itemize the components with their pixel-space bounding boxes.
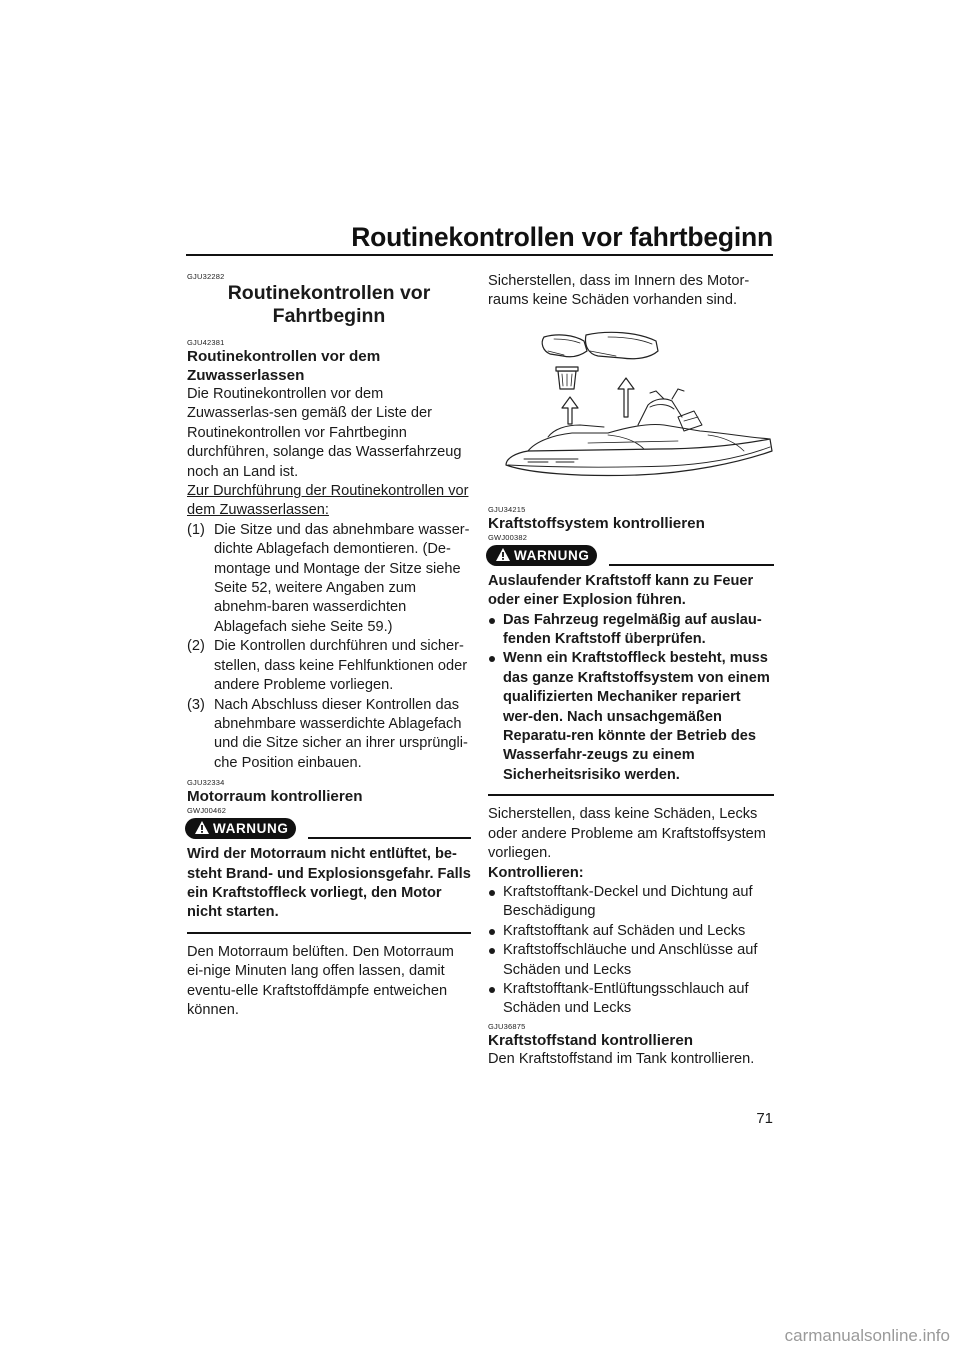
ref-code: GWJ00382: [488, 532, 528, 542]
left-column: [187, 272, 471, 1020]
section-heading-kraftstoffsystem: Kraftstoffsystem kontrollieren: [488, 514, 705, 532]
ref-code: GJU36875: [488, 1021, 526, 1031]
warning-box: [488, 566, 774, 796]
section-heading-zuwasserlassen: [187, 347, 471, 385]
ventilation-paragraph: Den Motorraum belüften. Den Motorraum ei-nige Minuten lang offen lassen, damit eventu-elle Kraftstoffdämpfe entweichen können.: [187, 943, 454, 1018]
watermark-link[interactable]: carmanualsonline.info: [784, 1326, 950, 1345]
warning-intro: Auslaufender Kraftstoff kann zu Feuer oder einer Explosion führen.: [488, 572, 754, 609]
warning-bullet: Wenn ein Kraftstoffleck besteht, muss das ganze Kraftstoffsystem von einem qualifizierten Mechaniker repariert wer-den. Nach unsachgemäßen Reparatu-ren könnte der Betrieb des Wasserfahr-zeugs zu einem Sicherheitsrisiko werden.: [488, 649, 774, 785]
step-text: Nach Abschluss dieser Kontrollen das abnehmbare wasserdichte Ablagefach und die Sitze sicher an ihrer ursprüngli-che Position einbauen.: [214, 696, 468, 771]
ref-code: GJU32282: [187, 272, 225, 281]
header-rule: [186, 254, 773, 256]
check-label: Kontrollieren:: [488, 864, 584, 881]
main-title-line-1: Routinekontrollen vor: [227, 282, 431, 304]
step-item: [187, 696, 471, 774]
warning-badge: [185, 818, 296, 839]
main-title: [187, 282, 471, 328]
step-list: [187, 521, 471, 773]
step-item: [187, 637, 471, 695]
warning-label: WARNUNG: [213, 821, 289, 837]
ref-code: GJU42381: [187, 338, 225, 347]
page-number: 71: [756, 1110, 773, 1127]
ref-code: GWJ00462: [187, 806, 227, 816]
warning-rule: [609, 564, 774, 566]
step-text: Die Kontrollen durchführen und sicher-stellen, dass keine Fehlfunktionen oder andere Probleme vorliegen.: [214, 638, 468, 694]
step-number: (3): [187, 696, 205, 713]
check-item: Kraftstofftank-Entlüftungsschlauch auf Schäden und Lecks: [488, 980, 774, 1019]
check-list: [488, 883, 774, 1019]
step-text: Die Sitze und das abnehmbare wasser-dichte Ablagefach demontieren. (De-montage und Montage der Sitze siehe Seite 52, weitere Angaben zum abnehm-baren wasserdichten Ablagefach siehe Seite 59.): [214, 521, 470, 635]
warning-text: Wird der Motorraum nicht entlüftet, be-steht Brand- und Explosionsgefahr. Falls ein Kraftstoffleck vorliegt, den Motor nicht starten.: [187, 839, 471, 934]
warning-bullet: Das Fahrzeug regelmäßig auf auslau-fenden Kraftstoff überprüfen.: [488, 611, 774, 650]
warning-bullets: [488, 611, 774, 786]
right-column: [488, 272, 774, 1069]
ref-code: GJU34215: [488, 504, 526, 514]
warning-header: [187, 818, 471, 839]
warning-header: [488, 545, 774, 566]
check-item: Kraftstofftank auf Schäden und Lecks: [488, 922, 774, 941]
check-item: Kraftstoffschläuche und Anschlüsse auf Schäden und Lecks: [488, 941, 774, 980]
fuel-level-paragraph: Den Kraftstoffstand im Tank kontrollieren.: [488, 1050, 755, 1067]
step-number: (2): [187, 638, 205, 655]
section-heading-motorraum: Motorraum kontrollieren: [187, 788, 363, 806]
fuel-system-paragraph: Sicherstellen, dass keine Schäden, Lecks oder andere Probleme am Kraftstoffsystem vorliegen.: [488, 806, 766, 862]
warning-triangle-icon: [495, 547, 511, 562]
step-number: (1): [187, 521, 205, 538]
warning-rule: [308, 837, 471, 839]
warning-label: WARNUNG: [514, 547, 590, 563]
warning-badge: [486, 545, 597, 566]
heading-line-2: Zuwasserlassen: [187, 367, 305, 384]
section-heading-kraftstoffstand: Kraftstoffstand kontrollieren: [488, 1031, 694, 1049]
intro-paragraph: Die Routinekontrollen vor dem Zuwasserlas-sen gemäß der Liste der Routinekontrollen vor Fahrtbeginn durchführen, solange das Wasserfahrzeug noch an Land ist.: [187, 386, 462, 480]
main-title-line-2: Fahrtbeginn: [272, 305, 386, 327]
step-item: [187, 521, 471, 637]
page-header-title: Routinekontrollen vor fahrtbeginn: [351, 222, 773, 252]
ref-code: GJU32334: [187, 778, 225, 788]
watercraft-seat-removal-illustration: [488, 325, 774, 493]
heading-line-1: Routinekontrollen vor dem: [187, 348, 381, 365]
underlined-instruction: Zur Durchführung der Routinekontrollen vor dem Zuwasserlassen:: [187, 483, 469, 519]
warning-triangle-icon: [194, 820, 210, 835]
top-paragraph: Sicherstellen, dass im Innern des Motor-raums keine Schäden vorhanden sind.: [488, 273, 750, 309]
check-item: Kraftstofftank-Deckel und Dichtung auf Beschädigung: [488, 883, 774, 922]
